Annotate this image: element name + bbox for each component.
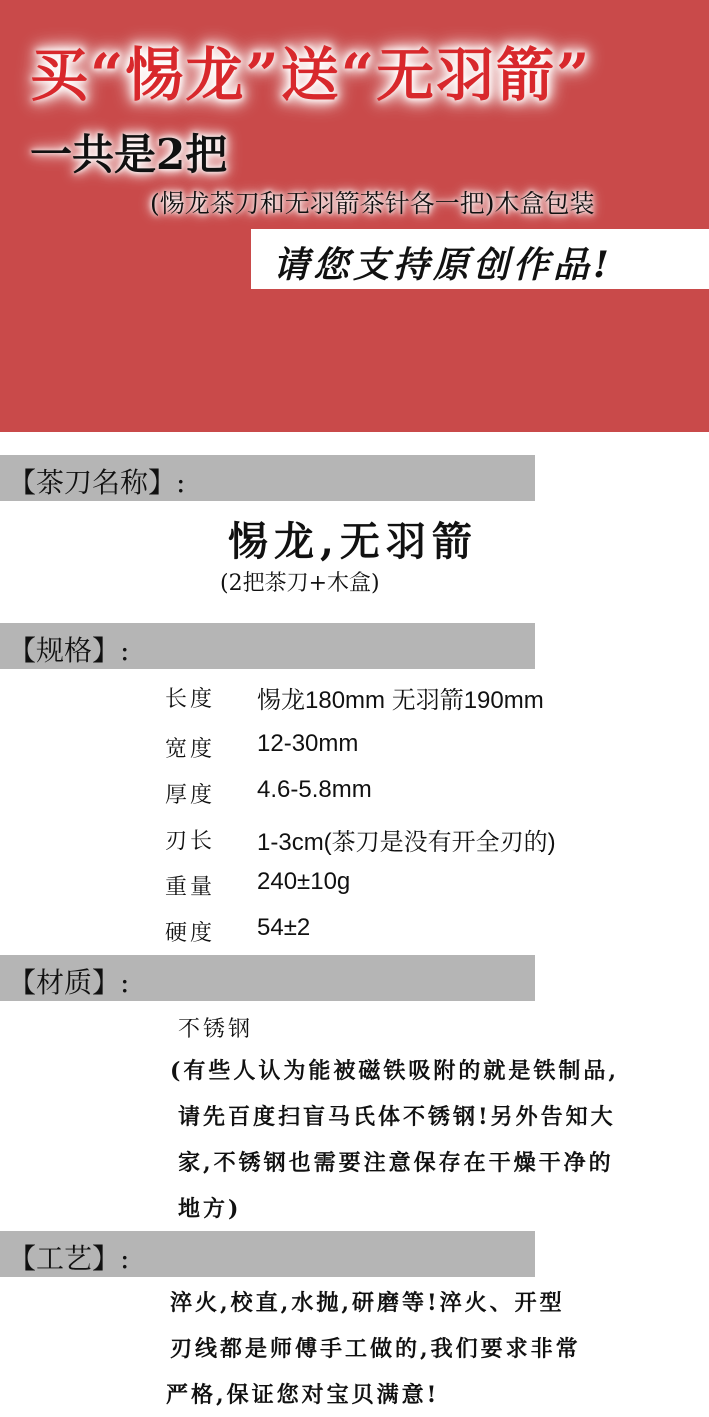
- product-package: (2把茶刀+木盒): [220, 571, 380, 596]
- craft-line: 刃线都是师傅手工做的,我们要求非常: [170, 1336, 581, 1362]
- spec-value: 惕龙180mm 无羽箭190mm: [257, 687, 544, 714]
- spec-key: 厚度: [165, 783, 216, 808]
- craft-line: 淬火,校直,水抛,研磨等!淬火、开型: [170, 1290, 565, 1316]
- section-label-name: 【茶刀名称】:: [8, 466, 186, 499]
- support-text: 请您支持原创作品!: [273, 244, 613, 286]
- spec-key: 刃长: [165, 829, 216, 854]
- section-label-craft: 【工艺】:: [8, 1242, 130, 1275]
- section-header-spec: [0, 623, 535, 669]
- material-name: 不锈钢: [178, 1017, 254, 1042]
- section-label-spec: 【规格】:: [8, 634, 130, 667]
- spec-key: 重量: [165, 875, 216, 900]
- spec-value: 12-30mm: [257, 730, 359, 757]
- material-note-line: 请先百度扫盲马氏体不锈钢!另外告知大: [178, 1104, 616, 1130]
- spec-key: 宽度: [165, 737, 216, 762]
- spec-key: 硬度: [165, 921, 216, 946]
- craft-line: 严格,保证您对宝贝满意!: [166, 1382, 440, 1408]
- spec-value: 54±2: [257, 914, 311, 941]
- support-box: [251, 229, 709, 289]
- section-label-material: 【材质】:: [8, 966, 130, 999]
- section-header-craft: [0, 1231, 535, 1277]
- spec-value: 4.6-5.8mm: [257, 776, 372, 803]
- promo-title: 买“惕龙”送“无羽箭”: [30, 41, 592, 109]
- promo-banner: [0, 0, 709, 432]
- section-header-material: [0, 955, 535, 1001]
- spec-value: 240±10g: [257, 868, 351, 895]
- promo-subtitle: (惕龙茶刀和无羽箭茶针各一把)木盒包装: [150, 189, 595, 218]
- spec-value: 1-3cm(茶刀是没有开全刃的): [257, 829, 556, 856]
- promo-count: 一共是2把: [30, 130, 228, 179]
- material-note-line: 地方): [178, 1196, 242, 1222]
- material-note-line: 家,不锈钢也需要注意保存在干燥干净的: [178, 1150, 614, 1176]
- product-name: 惕龙,无羽箭: [228, 518, 478, 565]
- spec-key: 长度: [165, 687, 216, 712]
- material-note-line: (有些人认为能被磁铁吸附的就是铁制品,: [170, 1058, 620, 1084]
- section-header-name: [0, 455, 535, 501]
